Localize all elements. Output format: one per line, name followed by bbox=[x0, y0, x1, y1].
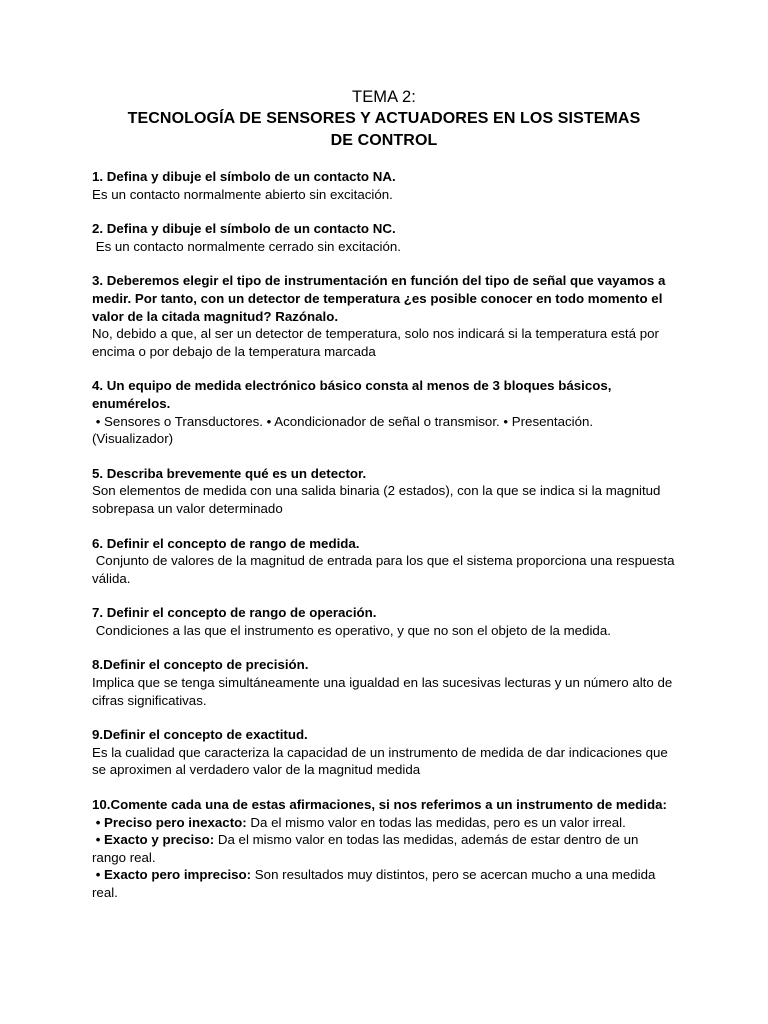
question-item-1 bbox=[92, 168, 676, 203]
answer-text: Son elementos de medida con una salida binaria (2 estados), con la que se indica si la magnitud sobrepasa un valor determinado bbox=[92, 483, 661, 516]
question-text: 1. Defina y dibuje el símbolo de un contacto NA. bbox=[92, 169, 396, 184]
question-text: 9.Definir el concepto de exactitud. bbox=[92, 727, 308, 743]
bullet-item bbox=[92, 866, 676, 901]
question-item-10 bbox=[92, 796, 676, 902]
question-item-9 bbox=[92, 726, 676, 779]
question-text: 10.Comente cada una de estas afirmaciones, si nos referimos a un instrumento de medida: bbox=[92, 797, 667, 813]
bullet-text: Son resultados muy distintos, pero se acercan mucho a una medida real. bbox=[92, 867, 660, 900]
question-item-6 bbox=[92, 535, 679, 588]
answer-text: Condiciones a las que el instrumento es operativo, y que no son el objeto de la medida. bbox=[92, 622, 611, 638]
title-line-2: TECNOLOGÍA DE SENSORES Y ACTUADORES EN LOS SISTEMAS bbox=[127, 110, 641, 127]
answer-text: Es un contacto normalmente cerrado sin excitación. bbox=[92, 238, 401, 254]
question-item-7 bbox=[92, 604, 676, 639]
question-text: 2. Defina y dibuje el símbolo de un contacto NC. bbox=[92, 221, 396, 237]
answer-text: • Sensores o Transductores. • Acondicionador de señal o transmisor. • Presentación. (Visualizador) bbox=[92, 413, 597, 447]
question-text: 8.Definir el concepto de precisión. bbox=[92, 657, 309, 673]
question-text: 7. Definir el concepto de rango de operación. bbox=[92, 605, 377, 621]
question-text: 3. Deberemos elegir el tipo de instrumentación en función del tipo de señal que vayamos a medir. Por tanto, con un detector de temperatura ¿es posible conocer en todo momento el valor de la citada magnitud? Razónalo. bbox=[92, 273, 666, 324]
bullet-label: • Preciso pero inexacto: bbox=[92, 814, 247, 830]
answer-text: Es la cualidad que caracteriza la capacidad de un instrumento de medida de dar indicaciones que se aproximen al verdadero valor de la magnitud medida bbox=[92, 744, 668, 778]
question-item-4 bbox=[92, 377, 676, 447]
question-item-2 bbox=[92, 220, 676, 255]
title-line-3: DE CONTROL bbox=[330, 132, 438, 149]
document-title bbox=[92, 86, 676, 152]
question-item-5 bbox=[92, 465, 676, 518]
title-line-1: TEMA 2: bbox=[352, 88, 416, 106]
answer-text: Es un contacto normalmente abierto sin excitación. bbox=[92, 186, 393, 202]
bullet-text: Da el mismo valor en todas las medidas, además de estar dentro de un rango real. bbox=[92, 832, 643, 865]
bullet-item bbox=[92, 814, 676, 832]
bullet-item bbox=[92, 831, 676, 866]
question-item-8 bbox=[92, 656, 676, 709]
question-text: 4. Un equipo de medida electrónico básico consta al menos de 3 bloques básicos, enumérelos. bbox=[92, 378, 612, 411]
question-item-3 bbox=[92, 272, 676, 360]
question-text: 6. Definir el concepto de rango de medida. bbox=[92, 535, 360, 551]
bullet-label: • Exacto y preciso: bbox=[92, 832, 215, 848]
answer-text: Implica que se tenga simultáneamente una igualdad en las sucesivas lecturas y un número alto de cifras significativas. bbox=[92, 675, 673, 708]
question-text: 5. Describa brevemente qué es un detector. bbox=[92, 465, 367, 481]
bullet-text: Da el mismo valor en todas las medidas, pero es un valor irreal. bbox=[246, 814, 626, 830]
bullet-label: • Exacto pero impreciso: bbox=[92, 867, 252, 883]
answer-text: Conjunto de valores de la magnitud de entrada para los que el sistema proporciona una respuesta válida. bbox=[92, 553, 679, 586]
answer-text: No, debido a que, al ser un detector de temperatura, solo nos indicará si la temperatura está por encima o por debajo de la temperatura marcada bbox=[92, 326, 659, 359]
